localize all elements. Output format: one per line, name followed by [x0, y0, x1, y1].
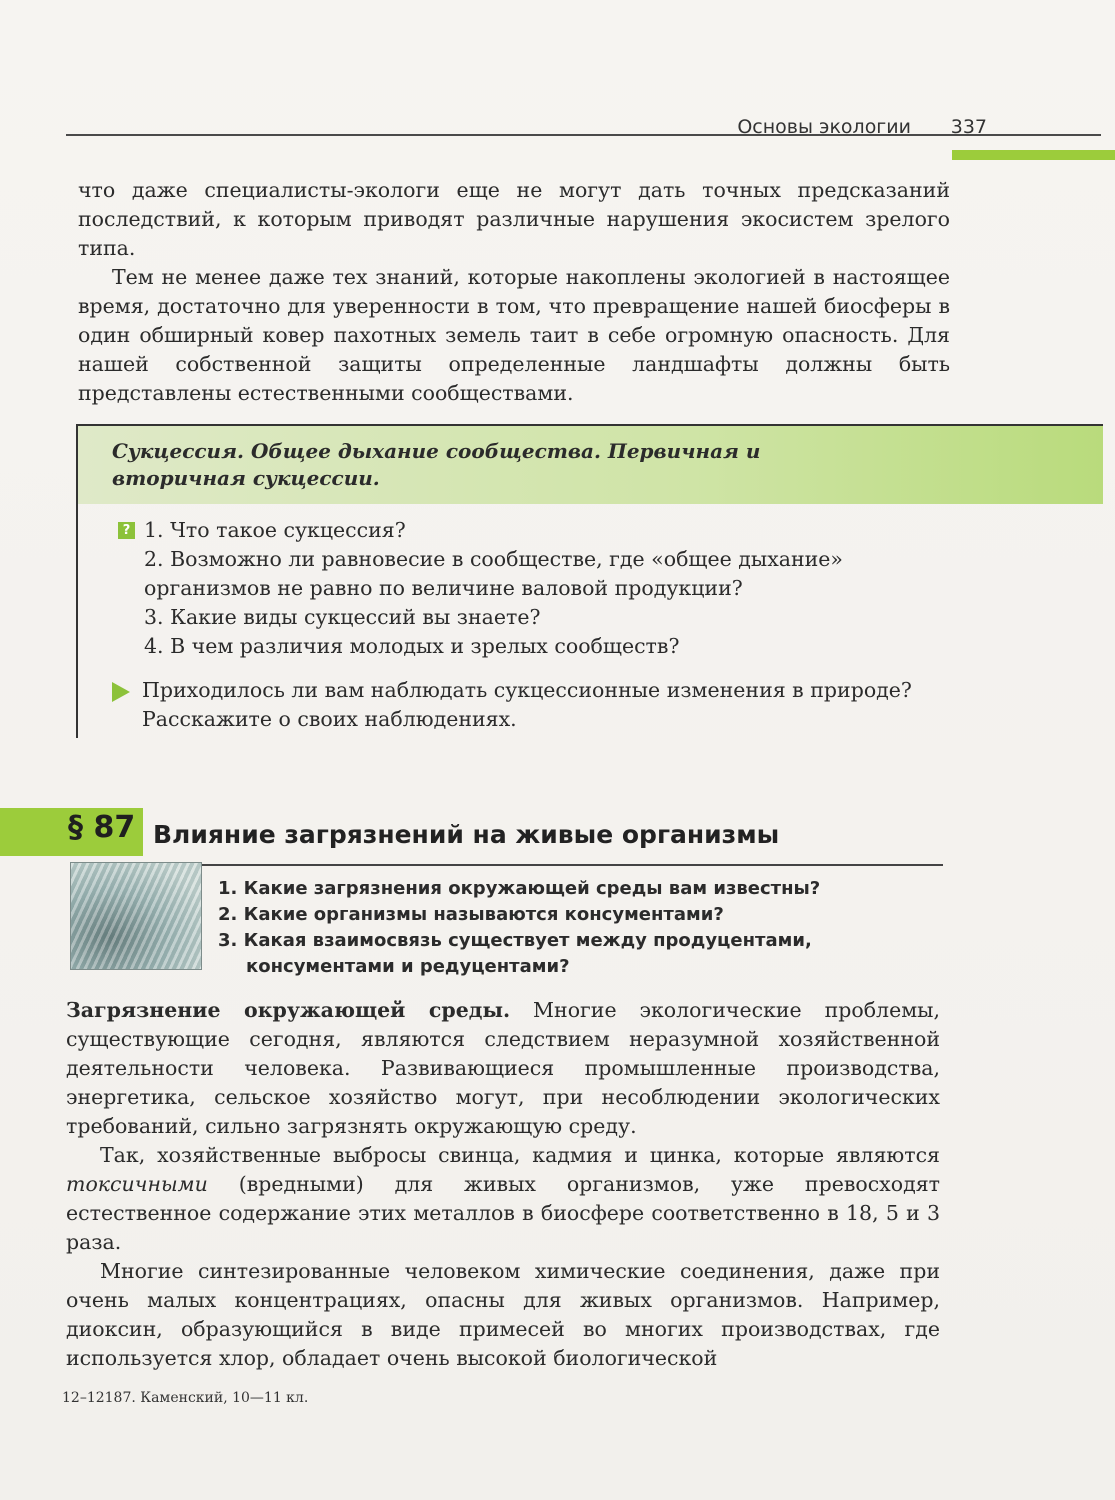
intro-paragraph-1: что даже специалисты-экологи еще не могут дать точных предсказаний последствий, к которым приводят различные нарушения экосистем зрелого типа. — [78, 178, 950, 260]
pre-question-3: 3. Какая взаимосвязь существует между продуцентами, консументами и редуцентами? — [218, 930, 812, 977]
review-question-3: 3. Какие виды сукцессий вы знаете? — [144, 605, 541, 629]
section-rule — [143, 864, 943, 866]
body-paragraph-2-end: (вредными) для живых организмов, уже превосходят естественное содержание этих металлов в биосфере соответственно в 18, 5 и 3 раза. — [66, 1172, 940, 1254]
body-paragraph-1 — [66, 996, 940, 1141]
body-paragraph-2-start: Так, хозяйственные выбросы свинца, кадмия и цинка, которые являются — [100, 1143, 940, 1167]
review-questions — [144, 516, 954, 661]
summary-title: Сукцессия. Общее дыхание сообщества. Первичная и вторичная сукцессии. — [112, 439, 761, 490]
term-pollution: Загрязнение окружающей среды. — [66, 998, 511, 1022]
body-paragraph-2 — [66, 1141, 940, 1257]
pre-questions — [218, 876, 948, 980]
section-number: § 87 — [68, 810, 136, 845]
pre-question-1: 1. Какие загрязнения окружающей среды вам известны? — [218, 878, 821, 899]
term-toxic: токсичными — [66, 1172, 208, 1196]
page-number: 337 — [950, 116, 987, 138]
header-accent-bar — [952, 150, 1115, 160]
intro-paragraph-2: Тем не менее даже тех знаний, которые накоплены экологией в настоящее время, достаточно для уверенности в том, что превращение нашей биосферы в один обширный ковер пахотных земель таит в себе огромную опасность. Для нашей собственной защиты определенные ландшафты должны быть представлены естественными сообществами. — [78, 265, 950, 405]
section-photo — [70, 862, 202, 970]
header-rule — [66, 134, 1101, 136]
pre-question-2: 2. Какие организмы называются консументами? — [218, 904, 724, 925]
body-text — [66, 996, 940, 1373]
question-icon: ? — [118, 522, 135, 539]
review-question-1: 1. Что такое сукцессия? — [144, 518, 406, 542]
review-question-4: 4. В чем различия молодых и зрелых сообществ? — [144, 634, 680, 658]
intro-text — [78, 176, 950, 408]
running-head-section: Основы экологии — [737, 116, 911, 138]
section-title: Влияние загрязнений на живые организмы — [153, 820, 780, 849]
body-paragraph-1-text: Многие экологические проблемы, существующие сегодня, являются следствием неразумной хозяйственной деятельности человека. Развивающиеся промышленные производства, энергетика, сельское хозяйство могут, при несоблюдении экологических требований, сильно загрязнять окружающую среду. — [66, 998, 940, 1138]
summary-box — [76, 424, 1103, 738]
task-text: Приходилось ли вам наблюдать сукцессионные изменения в природе? Расскажите о своих наблюдениях. — [142, 678, 912, 731]
footer-signature: 12–12187. Каменский, 10—11 кл. — [62, 1390, 309, 1406]
body-paragraph-3: Многие синтезированные человеком химические соединения, даже при очень малых концентрациях, опасны для живых организмов. Например, диоксин, образующийся в виде примесей во многих производствах, где используется хлор, обладает очень высокой биологической — [66, 1259, 940, 1370]
review-question-2: 2. Возможно ли равновесие в сообществе, где «общее дыхание» организмов не равно по величине валовой продукции? — [144, 547, 843, 600]
task-arrow-icon — [112, 682, 130, 702]
